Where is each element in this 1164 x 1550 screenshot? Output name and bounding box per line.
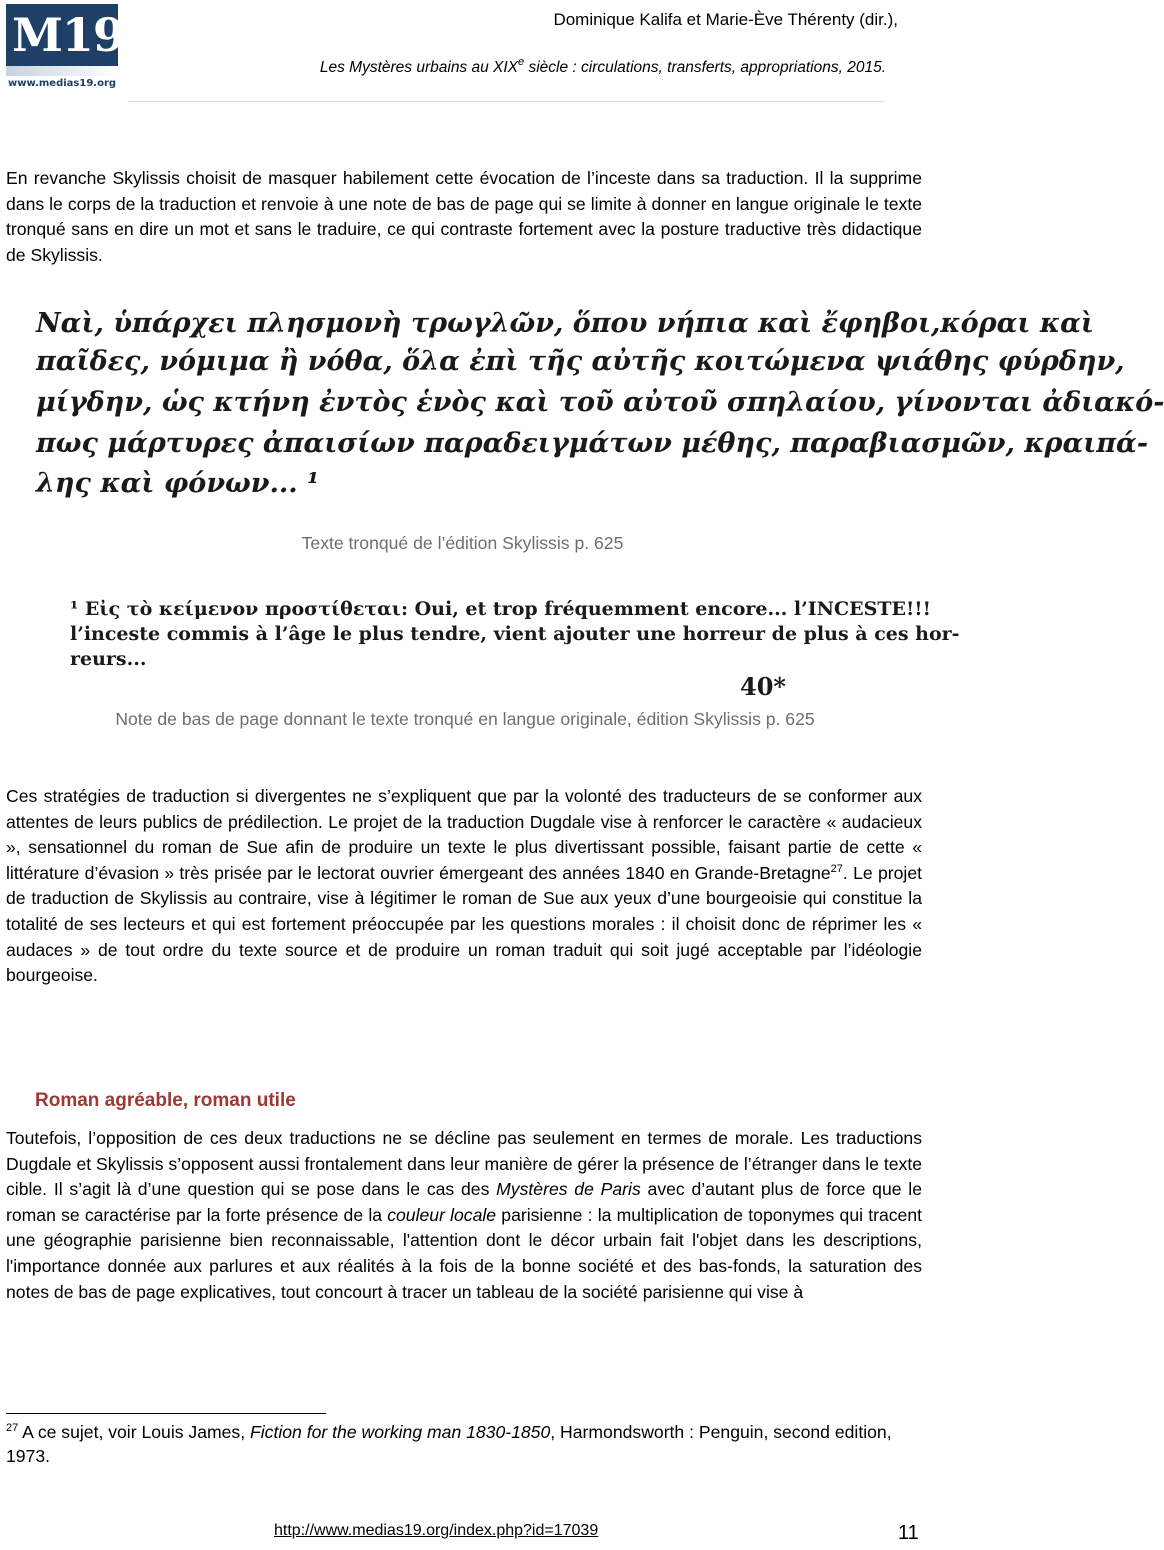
italic-term: couleur locale xyxy=(387,1204,497,1225)
footnote-scan-line: ¹ Εἰς τὸ κείμενον προστίθεται: Oui, et trop fréquemment encore... l’INCESTE!!! xyxy=(70,598,931,620)
paragraph-2-text-b: . Le projet de traduction de Skylissis au contraire, vise à légitimer le roman de Sue aux yeux d’une bourgeoisie qui constitue la totalité de ses lecteurs et qui est fortement préoccupée par les questions morales : il choisit donc de réprimer les « audaces » de tout ordre du texte source et de produire un roman traduit qui soit jugé acceptable par l’idéologie bourgeoise. xyxy=(6,862,922,986)
medias19-logo xyxy=(6,4,124,92)
greek-text-scan xyxy=(36,308,1164,508)
paragraph-3-text-c: parisienne : la multiplication de toponymes qui tracent une géographie parisienne bien reconnaissable, l'attention dont le décor urbain fait l'objet dans les descriptions, l'importance donnée aux parlures et aux réalités à la fois de la bonne société et des bas-fonds, la saturation des notes de bas de page explicatives, tout concourt à tracer un tableau de la société parisienne qui vise à xyxy=(6,1204,922,1302)
logo-swoosh xyxy=(6,66,118,76)
logo-text: M19 xyxy=(12,8,124,62)
footnote-ref-27[interactable]: 27 xyxy=(830,862,843,875)
logo-url: www.medias19.org xyxy=(8,78,117,89)
paragraph-3-text-b: avec d’autant plus de force que le roman se caractérise par la forte présence de la xyxy=(6,1179,922,1225)
footnote-27 xyxy=(6,1420,922,1468)
header-title-sup: e xyxy=(518,56,525,68)
italic-title: Mystères de Paris xyxy=(496,1179,641,1200)
paragraph-2-text-a: Ces stratégies de traduction si divergentes ne s’expliquent que par la volonté des traducteurs de se conformer aux attentes de leurs publics de prédilection. Le projet de la traduction Dugdale vise à renforcer le caractère « audacieux », sensationnel du roman de Sue afin de produire un texte le plus divertissant possible, faisant partie de cette « littérature d’évasion » très prisée par le lectorat ouvrier émergeant des années 1840 en Grande-Bretagne xyxy=(6,786,922,883)
footnote-divider xyxy=(6,1413,326,1414)
figure-caption-2: Note de bas de page donnant le texte tronqué en langue originale, édition Skylissis p. 625 xyxy=(115,709,815,729)
footnote-number: 27 xyxy=(6,1422,19,1434)
section-heading: Roman agréable, roman utile xyxy=(35,1090,296,1111)
footnote-book-title: Fiction for the working man 1830-1850 xyxy=(250,1422,551,1442)
paragraph-3 xyxy=(6,1126,922,1305)
header-authors: Dominique Kalifa et Marie-Ève Thérenty (dir.), xyxy=(553,10,898,29)
footer-link[interactable]: http://www.medias19.org/index.php?id=17039 xyxy=(274,1522,599,1539)
greek-line: Ναὶ, ὑπάρχει πλησμονὴ τρωγλῶν, ὅπου νήπια καὶ ἔφηβοι,κόραι καὶ xyxy=(36,308,1094,339)
footnote-text-a: A ce sujet, voir Louis James, xyxy=(18,1422,251,1442)
paragraph-3-text-a: Toutefois, l’opposition de ces deux traductions ne se décline pas seulement en termes de morale. Les traductions Dugdale et Skylissis s’opposent aussi frontalement dans leur manière de gérer la présence de l’étranger dans le texte cible. Il s’agit là d’une question qui se pose dans le cas des xyxy=(6,1128,922,1200)
footnote-scan-sheet-mark: 40* xyxy=(740,672,786,701)
paragraph-1: En revanche Skylissis choisit de masquer habilement cette évocation de l’inceste dans sa traduction. Il la supprime dans le corps de la traduction et renvoie à une note de bas de page qui se limite à donner en langue originale le texte tronqué sans en dire un mot et sans le traduire, ce qui contraste fortement avec la posture traductive très didactique de Skylissis. xyxy=(6,168,922,265)
header-book-title xyxy=(319,56,886,77)
greek-line: μίγδην, ὡς κτήνη ἐντὸς ἑνὸς καὶ τοῦ αὐτοῦ σπηλαίου, γίνονται ἀδιακό- xyxy=(36,387,1164,418)
footnote-scan-line: l’inceste commis à l’âge le plus tendre, vient ajouter une horreur de plus à ces hor- xyxy=(70,623,960,645)
header-title-post: siècle : circulations, transferts, appropriations, 2015. xyxy=(524,59,886,76)
figure-caption-1: Texte tronqué de l’édition Skylissis p. 625 xyxy=(301,533,624,553)
page-number: 11 xyxy=(898,1522,919,1544)
greek-line: πως μάρτυρες ἀπαισίων παραδειγμάτων μέθης, παραβιασμῶν, κραιπά- xyxy=(36,428,1149,459)
greek-line: λης καὶ φόνων... ¹ xyxy=(36,468,319,499)
footnote-scan xyxy=(70,596,960,701)
paragraph-2 xyxy=(6,784,922,989)
footnote-text-b: , Harmondsworth : Penguin, second edition, 1973. xyxy=(6,1422,892,1466)
header-title-pre: Les Mystères urbains au XIX xyxy=(319,59,519,76)
header-divider xyxy=(128,101,884,102)
footnote-scan-line: reurs... xyxy=(70,648,147,670)
greek-line: παῖδες, νόμιμα ἢ νόθα, ὅλα ἐπὶ τῆς αὐτῆς κοιτώμενα ψιάθης φύρδην, xyxy=(36,346,1125,377)
